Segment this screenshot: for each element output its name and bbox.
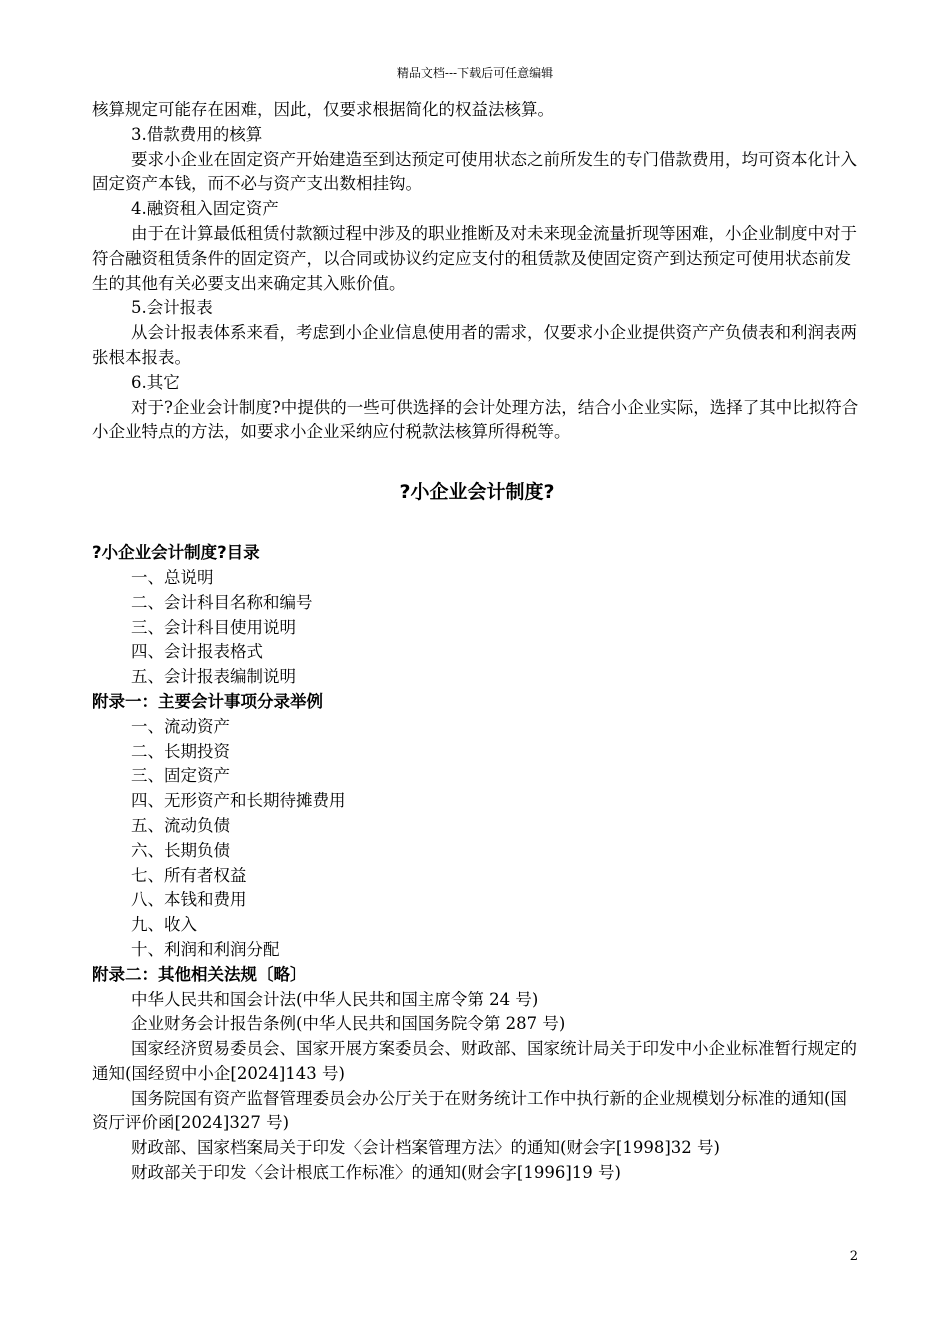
appendix1-item: 一、流动资产 xyxy=(131,716,230,736)
paragraph: 由于在计算最低租赁付款额过程中涉及的职业推断及对未来现金流量折现等困难，小企业制度中对于符合融资租赁条件的固定资产，以合同或协议约定应支付的租赁款及使固定资产到达预定可使用状态前发生的其他有关必要支出来确定其入账价值。 xyxy=(92,223,857,293)
toc-item: 一、总说明 xyxy=(131,567,214,587)
appendix2-item: 财政部关于印发〈会计根底工作标准〉的通知(财会字[1996]19 号) xyxy=(131,1163,621,1183)
section-heading: 3.借款费用的核算 xyxy=(131,124,263,144)
appendix1-heading: 附录一：主要会计事项分录举例 xyxy=(92,691,323,711)
appendix1-item: 四、无形资产和长期待摊费用 xyxy=(131,791,346,811)
appendix2-heading: 附录二：其他相关法规〔略〕 xyxy=(92,964,307,984)
toc-item: 二、会计科目名称和编号 xyxy=(131,592,313,612)
appendix1-item: 六、长期负债 xyxy=(131,840,230,860)
document-body xyxy=(92,98,862,1186)
section-heading: 4.融资租入固定资产 xyxy=(131,199,279,219)
paragraph: 核算规定可能存在困难，因此，仅要求根据简化的权益法核算。 xyxy=(92,100,554,119)
toc-item: 四、会计报表格式 xyxy=(131,642,263,662)
appendix1-list xyxy=(92,715,862,963)
paragraph: 要求小企业在固定资产开始建造至到达预定可使用状态之前所发生的专门借款费用，均可资本化计入固定资产本钱，而不必与资产支出数相挂钩。 xyxy=(92,149,857,194)
appendix1-item: 三、固定资产 xyxy=(131,766,230,786)
appendix1-item: 八、本钱和费用 xyxy=(131,890,247,910)
document-title: ?小企业会计制度? xyxy=(399,481,555,504)
page-header: 精品文档---下载后可任意编辑 xyxy=(396,66,554,80)
paragraph: 对于?企业会计制度?中提供的一些可供选择的会计处理方法，结合小企业实际，选择了其中比拟符合小企业特点的方法，如要求小企业采纳应付税款法核算所得税等。 xyxy=(92,397,859,442)
section-heading: 5.会计报表 xyxy=(131,298,213,318)
toc-item: 三、会计科目使用说明 xyxy=(131,617,296,637)
appendix2-list xyxy=(92,988,862,1186)
appendix1-item: 十、利润和利润分配 xyxy=(131,939,280,959)
appendix2-item: 国务院国有资产监督管理委员会办公厅关于在财务统计工作中执行新的企业规模划分标准的通知(国资厅评价函[2024]327 号) xyxy=(92,1088,847,1133)
paragraph: 从会计报表体系来看，考虑到小企业信息使用者的需求，仅要求小企业提供资产产负债表和利润表两张根本报表。 xyxy=(92,323,857,367)
appendix1-item: 二、长期投资 xyxy=(131,741,230,761)
toc-list xyxy=(92,566,862,690)
appendix2-item: 中华人民共和国会计法(中华人民共和国主席令第 24 号) xyxy=(131,989,539,1009)
appendix1-item: 七、所有者权益 xyxy=(131,865,247,885)
page-number: 2 xyxy=(849,1249,858,1264)
appendix1-item: 九、收入 xyxy=(131,915,197,935)
section-heading: 6.其它 xyxy=(131,372,180,392)
appendix2-item: 国家经济贸易委员会、国家开展方案委员会、财政部、国家统计局关于印发中小企业标准暂行规定的通知(国经贸中小企[2024]143 号) xyxy=(92,1039,857,1083)
toc-heading: ?小企业会计制度?目录 xyxy=(92,543,260,563)
appendix2-item: 企业财务会计报告条例(中华人民共和国国务院令第 287 号) xyxy=(131,1014,566,1034)
toc-item: 五、会计报表编制说明 xyxy=(131,667,296,687)
appendix1-item: 五、流动负债 xyxy=(131,815,230,835)
appendix2-item: 财政部、国家档案局关于印发〈会计档案管理方法〉的通知(财会字[1998]32 号) xyxy=(131,1138,720,1158)
